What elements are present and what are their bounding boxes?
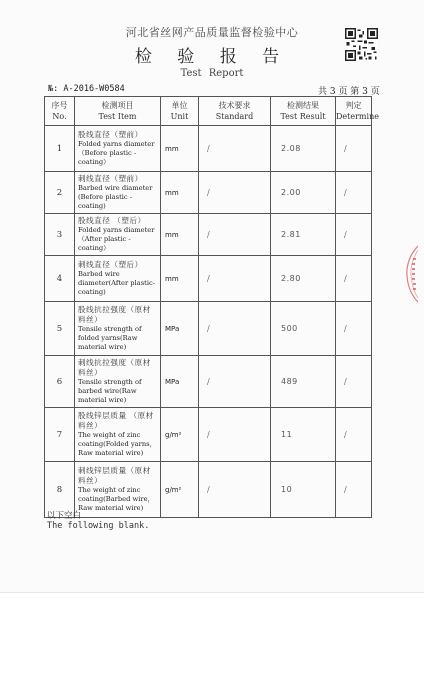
table-row (45, 356, 372, 408)
row-result: 2.08 (271, 126, 336, 172)
header-test-result: 检测结果 Test Result (271, 97, 336, 126)
header-determine: 判定 Determine (336, 97, 372, 126)
following-blank-en: The following blank. (47, 521, 150, 531)
row-standard: / (199, 408, 271, 462)
row-result: 489 (271, 356, 336, 408)
row-no: 8 (45, 462, 75, 518)
table-row (45, 256, 372, 302)
row-determine: / (336, 302, 372, 356)
row-determine: / (336, 408, 372, 462)
page-info: 共 3 页 第 3 页 (318, 87, 380, 97)
row-item: 股线抗拉强度（原材料丝） Tensile strength of folded yarns(Raw material wire) (75, 302, 161, 356)
row-standard: / (199, 214, 271, 256)
table-row (45, 126, 372, 172)
row-standard: / (199, 256, 271, 302)
row-standard: / (199, 172, 271, 214)
header-no: 序号 No. (45, 97, 75, 126)
row-standard: / (199, 126, 271, 172)
following-blank-cn: 以下空白 (47, 511, 82, 521)
row-determine: / (336, 172, 372, 214)
table-row (45, 302, 372, 356)
report-number: №: A-2016-W0584 (48, 84, 125, 94)
row-item: 刺线直径（塑前） Barbed wire diameter (Before plastic -coating) (75, 172, 161, 214)
row-unit: mm (161, 126, 199, 172)
table-header-row (45, 97, 372, 126)
row-determine: / (336, 462, 372, 518)
row-result: 11 (271, 408, 336, 462)
row-result: 2.81 (271, 214, 336, 256)
row-item: 股线锌层质量 （原材料丝） The weight of zinc coating(Folded yarns，Raw material wire) (75, 408, 161, 462)
row-no: 6 (45, 356, 75, 408)
row-determine: / (336, 256, 372, 302)
results-table (44, 96, 379, 518)
header-unit: 单位 Unit (161, 97, 199, 126)
table-row (45, 172, 372, 214)
row-result: 500 (271, 302, 336, 356)
org-name: 河北省丝网产品质量监督检验中心 (125, 26, 299, 39)
row-unit: MPa (161, 356, 199, 408)
row-item: 刺线抗拉强度（原材料丝） Tensile strength of barbed wire(Raw material wire) (75, 356, 161, 408)
row-standard: / (199, 356, 271, 408)
red-seal-stamp-icon (404, 244, 418, 304)
row-no: 7 (45, 408, 75, 462)
row-result: 2.00 (271, 172, 336, 214)
row-no: 3 (45, 214, 75, 256)
table-row (45, 214, 372, 256)
row-no: 2 (45, 172, 75, 214)
qr-code-icon (345, 28, 378, 61)
row-item: 股线直径 （塑后） Folded yarns diameter （After plastic -coating） (75, 214, 161, 256)
row-standard: / (199, 302, 271, 356)
row-no: 4 (45, 256, 75, 302)
row-unit: MPa (161, 302, 199, 356)
row-determine: / (336, 356, 372, 408)
row-result: 10 (271, 462, 336, 518)
row-unit: g/m² (161, 408, 199, 462)
table-row (45, 462, 372, 518)
row-standard: / (199, 462, 271, 518)
report-title-en: Test Report (180, 68, 244, 79)
row-unit: mm (161, 214, 199, 256)
row-item: 股线直径（塑前） Folded yarns diameter（Before plastic -coating） (75, 126, 161, 172)
row-unit: mm (161, 256, 199, 302)
row-result: 2.80 (271, 256, 336, 302)
header-standard: 技术要求 Standard (199, 97, 271, 126)
report-title-cn: 检 验 报 告 (134, 47, 290, 67)
row-no: 5 (45, 302, 75, 356)
row-unit: g/m² (161, 462, 199, 518)
row-item: 刺线锌层质量（原材料丝） The weight of zinc coating(Barbed wire，Raw material wire) (75, 462, 161, 518)
row-determine: / (336, 214, 372, 256)
row-determine: / (336, 126, 372, 172)
row-unit: mm (161, 172, 199, 214)
header-test-item: 检测项目 Test Item (75, 97, 161, 126)
row-no: 1 (45, 126, 75, 172)
table-row (45, 408, 372, 462)
row-item: 刺线直径（塑后） Barbed wire diameter(After plastic-coating) (75, 256, 161, 302)
